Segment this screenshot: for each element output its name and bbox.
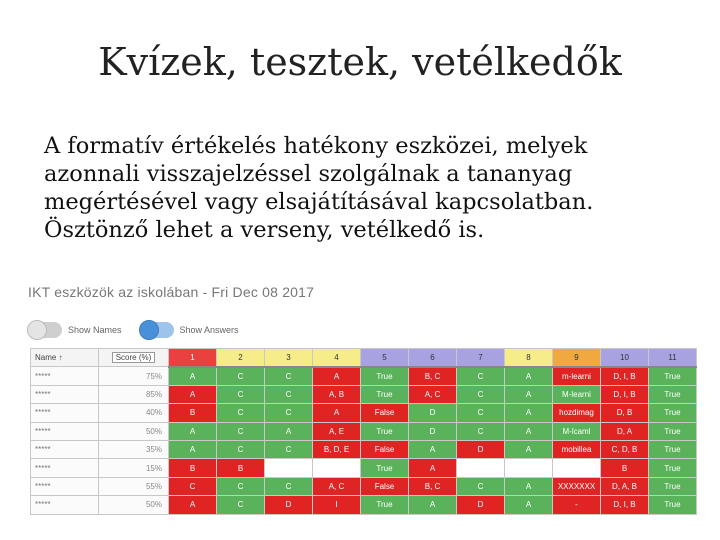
answer-cell: A, C	[313, 477, 361, 495]
student-score: 50%	[99, 496, 169, 514]
answer-cell: C, D, B	[601, 440, 649, 458]
answer-cell: False	[361, 477, 409, 495]
answer-cell	[505, 459, 553, 477]
answer-cell: A	[505, 496, 553, 514]
answer-cell: C	[457, 367, 505, 385]
answer-cell: A	[409, 459, 457, 477]
table-row[interactable]	[31, 367, 697, 385]
answer-cell: C	[217, 404, 265, 422]
table-row[interactable]	[31, 404, 697, 422]
answer-cell: C	[217, 440, 265, 458]
answer-cell: True	[361, 385, 409, 403]
answer-cell: D, I, B	[601, 496, 649, 514]
answer-cell: True	[649, 496, 697, 514]
student-score: 85%	[99, 385, 169, 403]
answer-cell	[313, 459, 361, 477]
score-column-header	[99, 349, 169, 367]
answer-cell: A, B	[313, 385, 361, 403]
student-score: 15%	[99, 459, 169, 477]
answer-cell: C	[217, 422, 265, 440]
answer-cell: True	[361, 422, 409, 440]
name-column-header[interactable]: Name ↑	[31, 349, 99, 367]
answer-cell: True	[361, 459, 409, 477]
answer-cell: D, A	[601, 422, 649, 440]
question-header-10[interactable]: 10	[601, 349, 649, 367]
answer-cell: C	[457, 385, 505, 403]
table-row[interactable]	[31, 477, 697, 495]
report-title: IKT eszközök az iskolában - Fri Dec 08 2017	[28, 284, 315, 300]
answer-cell: A, C	[409, 385, 457, 403]
answer-cell: D	[409, 422, 457, 440]
table-row[interactable]	[31, 422, 697, 440]
answer-cell: D, B	[601, 404, 649, 422]
show-answers-toggle[interactable]	[142, 322, 239, 338]
toggle-switch[interactable]	[30, 322, 62, 338]
answer-cell: I	[313, 496, 361, 514]
table-row[interactable]	[31, 440, 697, 458]
answer-cell: m-learni	[553, 367, 601, 385]
student-name: *****	[31, 459, 99, 477]
toggle-knob	[27, 320, 47, 340]
answer-cell: D, I, B	[601, 385, 649, 403]
table-header-row	[31, 349, 697, 367]
answer-cell: A	[505, 404, 553, 422]
table-row[interactable]	[31, 385, 697, 403]
table-row[interactable]	[31, 496, 697, 514]
results-table	[30, 348, 697, 515]
answer-cell: A	[265, 422, 313, 440]
answer-cell: A	[313, 367, 361, 385]
toggle-bar	[30, 318, 259, 342]
answer-cell: D	[457, 496, 505, 514]
student-score: 75%	[99, 367, 169, 385]
answer-cell: A	[169, 440, 217, 458]
question-header-4[interactable]: 4	[313, 349, 361, 367]
answer-cell: True	[649, 477, 697, 495]
question-header-7[interactable]: 7	[457, 349, 505, 367]
answer-cell: B	[169, 459, 217, 477]
answer-cell: True	[361, 496, 409, 514]
answer-cell: D, A, B	[601, 477, 649, 495]
answer-cell	[553, 459, 601, 477]
question-header-6[interactable]: 6	[409, 349, 457, 367]
answer-cell: C	[217, 477, 265, 495]
answer-cell: C	[217, 496, 265, 514]
student-score: 50%	[99, 422, 169, 440]
answer-cell: C	[217, 385, 265, 403]
answer-cell: A	[505, 385, 553, 403]
answer-cell: False	[361, 404, 409, 422]
answer-cell: A	[169, 496, 217, 514]
answer-cell: C	[265, 440, 313, 458]
student-name: *****	[31, 496, 99, 514]
answer-cell: B, C	[409, 477, 457, 495]
question-header-2[interactable]: 2	[217, 349, 265, 367]
answer-cell: B	[169, 404, 217, 422]
slide-body	[44, 132, 694, 244]
show-names-toggle[interactable]	[30, 322, 122, 338]
answer-cell: B	[601, 459, 649, 477]
student-name: *****	[31, 422, 99, 440]
answer-cell: True	[649, 459, 697, 477]
body-line: Ösztönző lehet a verseny, vetélkedő is.	[44, 217, 485, 243]
toggle-knob	[139, 320, 159, 340]
answer-cell: True	[649, 422, 697, 440]
answer-cell: A	[505, 477, 553, 495]
student-name: *****	[31, 404, 99, 422]
student-name: *****	[31, 440, 99, 458]
answer-cell: True	[649, 404, 697, 422]
student-name: *****	[31, 367, 99, 385]
answer-cell: C	[265, 404, 313, 422]
answer-cell: A	[169, 385, 217, 403]
toggle-label: Show Answers	[179, 325, 239, 335]
score-sort-select[interactable]: Score (%)	[112, 352, 156, 363]
answer-cell: B, C	[409, 367, 457, 385]
answer-cell: A	[169, 367, 217, 385]
answer-cell: B, D, E	[313, 440, 361, 458]
answer-cell: True	[649, 440, 697, 458]
answer-cell: True	[361, 367, 409, 385]
answer-cell: hozdimag	[553, 404, 601, 422]
answer-cell: mobillea	[553, 440, 601, 458]
body-line: megértésével vagy elsajátításával kapcsolatban.	[44, 189, 594, 215]
answer-cell: B	[217, 459, 265, 477]
answer-cell: False	[361, 440, 409, 458]
body-line: azonnali visszajelzéssel szolgálnak a tananyag	[44, 161, 573, 187]
answer-cell: True	[649, 385, 697, 403]
answer-cell: A	[505, 440, 553, 458]
answer-cell: M-lcaml	[553, 422, 601, 440]
question-header-11[interactable]: 11	[649, 349, 697, 367]
question-header-8[interactable]: 8	[505, 349, 553, 367]
answer-cell: C	[265, 385, 313, 403]
answer-cell: C	[457, 422, 505, 440]
answer-cell: D	[265, 496, 313, 514]
answer-cell: A	[505, 367, 553, 385]
answer-cell: D, I, B	[601, 367, 649, 385]
answer-cell: C	[457, 477, 505, 495]
student-score: 35%	[99, 440, 169, 458]
answer-cell: A	[505, 422, 553, 440]
answer-cell: A	[409, 496, 457, 514]
answer-cell: C	[265, 367, 313, 385]
student-name: *****	[31, 477, 99, 495]
answer-cell: A, E	[313, 422, 361, 440]
toggle-label: Show Names	[68, 325, 122, 335]
answer-cell: M-learni	[553, 385, 601, 403]
student-score: 55%	[99, 477, 169, 495]
answer-cell	[457, 459, 505, 477]
slide-title: Kvízek, tesztek, vetélkedők	[98, 40, 622, 84]
answer-cell: -	[553, 496, 601, 514]
answer-cell: A	[313, 404, 361, 422]
question-header-5[interactable]: 5	[361, 349, 409, 367]
answer-cell: XXXXXXX	[553, 477, 601, 495]
student-name: *****	[31, 385, 99, 403]
answer-cell: A	[169, 422, 217, 440]
answer-cell: C	[169, 477, 217, 495]
question-header-3[interactable]: 3	[265, 349, 313, 367]
answer-cell: C	[265, 477, 313, 495]
answer-cell: A	[409, 440, 457, 458]
answer-cell: C	[217, 367, 265, 385]
student-score: 40%	[99, 404, 169, 422]
toggle-switch[interactable]	[142, 322, 174, 338]
question-header-1[interactable]: 1	[169, 349, 217, 367]
answer-cell: C	[457, 404, 505, 422]
answer-cell: D	[457, 440, 505, 458]
question-header-9[interactable]: 9	[553, 349, 601, 367]
answer-cell	[265, 459, 313, 477]
answer-cell: D	[409, 404, 457, 422]
answer-cell: True	[649, 367, 697, 385]
body-line: A formatív értékelés hatékony eszközei, melyek	[44, 133, 588, 159]
table-row[interactable]	[31, 459, 697, 477]
